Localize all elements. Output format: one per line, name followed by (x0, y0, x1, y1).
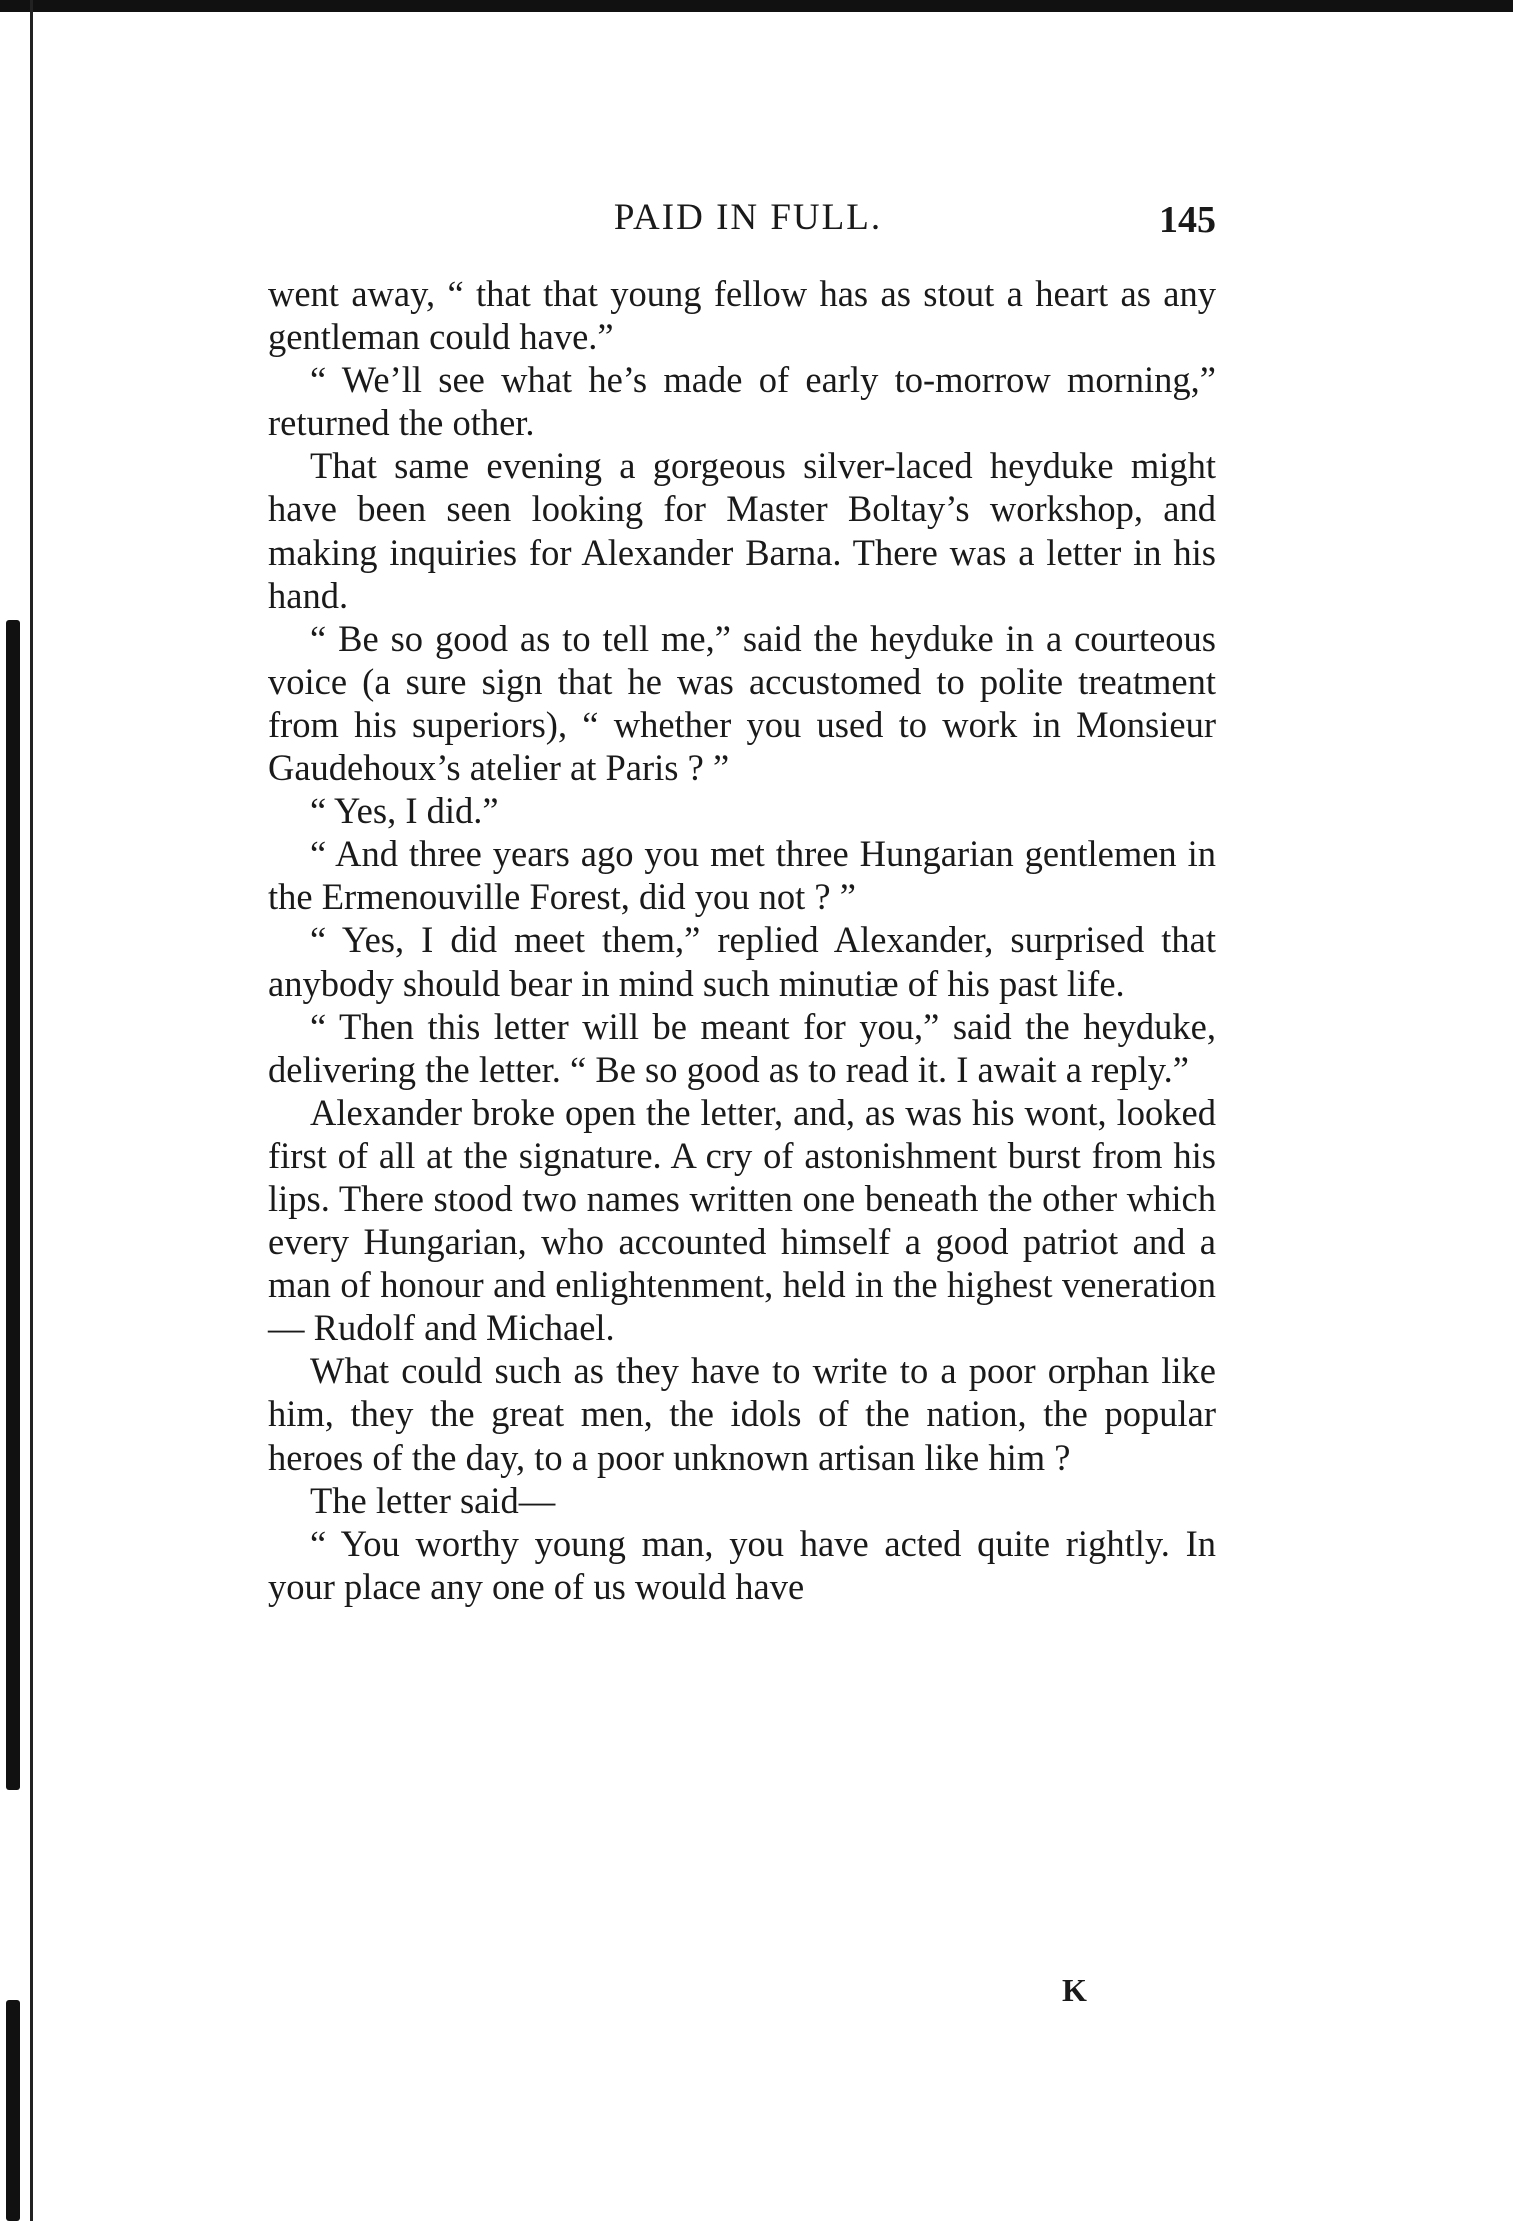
paragraph: “ Be so good as to tell me,” said the heyduke in a courteous voice (a sure sign that he was accustomed to polite treatment from his superiors), “ whether you used to work in Monsieur Gaudehoux’s atelier at Paris ? ” (268, 617, 1216, 789)
running-head (268, 190, 1228, 246)
page-number: 145 (1159, 199, 1216, 241)
text-column (268, 272, 1216, 1608)
paragraph: “ Yes, I did.” (310, 790, 499, 832)
running-title: PAID IN FULL. (613, 197, 883, 238)
paragraph: What could such as they have to write to a poor orphan like him, they the great men, the idols of the nation, the popular heroes of the day, to a poor unknown artisan like him ? (268, 1350, 1216, 1478)
page-left-margin-rule (30, 0, 33, 2221)
paragraph: “ And three years ago you met three Hungarian gentlemen in the Ermenouville Forest, did you not ? ” (268, 833, 1216, 918)
paragraph: “ Yes, I did meet them,” replied Alexander, surprised that anybody should bear in mind such minutiæ of his past life. (268, 919, 1216, 1004)
paragraph: The letter said— (310, 1479, 556, 1521)
binding-shadow (6, 2000, 20, 2221)
paragraph: “ We’ll see what he’s made of early to-morrow morning,” returned the other. (268, 359, 1216, 444)
page-top-edge (0, 0, 1513, 12)
paragraph: That same evening a gorgeous silver-laced heyduke might have been seen looking for Master Boltay’s workshop, and making inquiries for Alexander Barna. There was a letter in his hand. (268, 445, 1216, 616)
paragraph: “ Then this letter will be meant for you,” said the heyduke, delivering the letter. “ Be so good as to read it. I await a reply.” (268, 1005, 1216, 1090)
paragraph: “ You worthy young man, you have acted quite rightly. In your place any one of us would have (268, 1522, 1216, 1607)
binding-shadow (6, 620, 20, 1790)
paragraph: Alexander broke open the letter, and, as was his wont, looked first of all at the signature. A cry of astonishment burst from his lips. There stood two names written one beneath the other which every Hungarian, who accounted himself a good patriot and a man of honour and enlightenment, held in the highest veneration — Rudolf and Michael. (268, 1091, 1216, 1349)
signature-mark: K (1062, 1972, 1087, 2008)
paragraph: went away, “ that that young fellow has as stout a heart as any gentleman could have.” (268, 273, 1216, 358)
